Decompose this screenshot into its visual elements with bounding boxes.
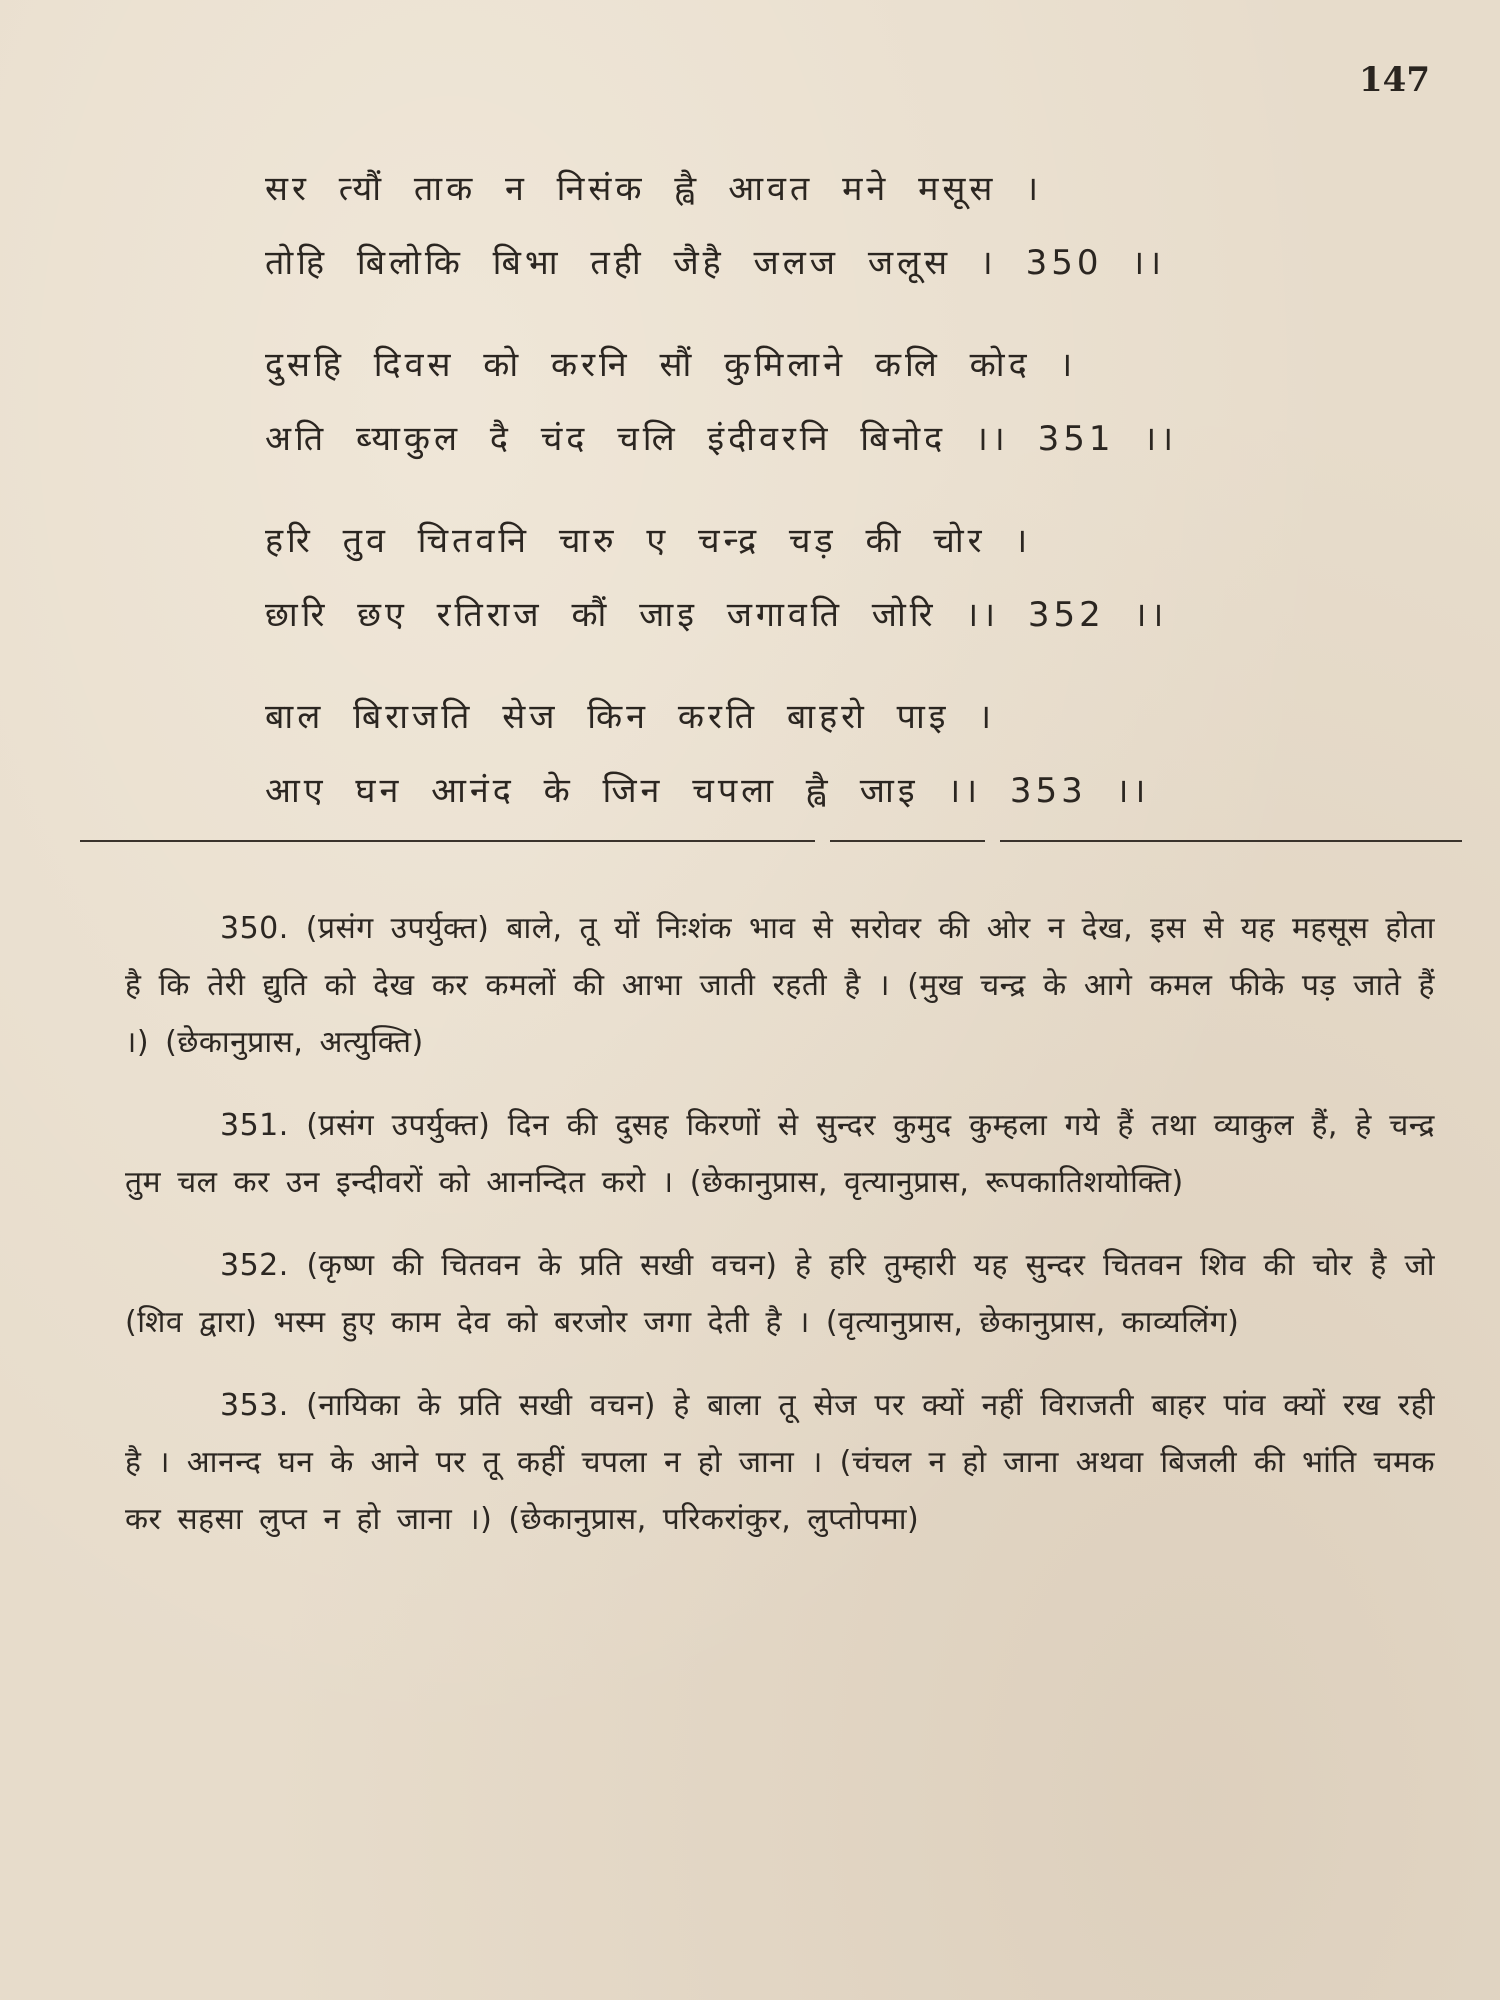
verse-line: अति ब्याकुल दै चंद चलि इंदीवरनि बिनोद ।। 351 ।। — [265, 419, 1178, 459]
verse-351 — [265, 328, 1345, 476]
commentary-section — [125, 900, 1435, 1574]
commentary-353: 353. (नायिका के प्रति सखी वचन) हे बाला तू सेज पर क्यों नहीं विराजती बाहर पांव क्यों रख रही है । आनन्द घन के आने पर तू कहीं चपला न हो जाना । (चंचल न हो जाना अथवा बिजली की भांति चमक कर सहसा लुप्त न हो जाना ।) (छेकानुप्रास, परिकरांकुर, लुप्तोपमा) — [125, 1388, 1435, 1537]
section-divider — [830, 840, 985, 842]
commentary-352: 352. (कृष्ण की चितवन के प्रति सखी वचन) हे हरि तुम्हारी यह सुन्दर चितवन शिव की चोर है जो (शिव द्वारा) भस्म हुए काम देव को बरजोर जगा देती है । (वृत्यानुप्रास, छेकानुप्रास, काव्यलिंग) — [125, 1248, 1435, 1340]
verse-section — [265, 152, 1345, 856]
verse-350 — [265, 152, 1345, 300]
commentary-350: 350. (प्रसंग उपर्युक्त) बाले, तू यों निःशंक भाव से सरोवर की ओर न देख, इस से यह महसूस होता है कि तेरी द्युति को देख कर कमलों की आभा जाती रहती है । (मुख चन्द्र के आगे कमल फीके पड़ जाते हैं ।) (छेकानुप्रास, अत्युक्ति) — [125, 911, 1435, 1060]
commentary-351: 351. (प्रसंग उपर्युक्त) दिन की दुसह किरणों से सुन्दर कुमुद कुम्हला गये हैं तथा व्याकुल हैं, हे चन्द्र तुम चल कर उन इन्दीवरों को आनन्दित करो । (छेकानुप्रास, वृत्यानुप्रास, रूपकातिशयोक्ति) — [125, 1108, 1435, 1200]
verse-line: छारि छए रतिराज कौं जाइ जगावति जोरि ।। 352 ।। — [265, 595, 1168, 635]
section-divider — [1000, 840, 1462, 842]
verse-line: तोहि बिलोकि बिभा तही जैहै जलज जलूस । 350 ।। — [265, 243, 1166, 283]
verse-353 — [265, 680, 1345, 828]
verse-line: आए घन आनंद के जिन चपला ह्वै जाइ ।। 353 ।। — [265, 771, 1150, 811]
section-divider — [80, 840, 815, 842]
verse-line: सर त्यौं ताक न निसंक ह्वै आवत मने मसूस । — [265, 169, 1043, 209]
page-number: 147 — [1359, 60, 1430, 100]
verse-line: हरि तुव चितवनि चारु ए चन्द्र चड़ की चोर । — [265, 521, 1032, 561]
verse-line: बाल बिराजति सेज किन करति बाहरो पाइ । — [265, 697, 996, 737]
verse-352 — [265, 504, 1345, 652]
verse-line: दुसहि दिवस को करनि सौं कुमिलाने कलि कोद । — [265, 345, 1077, 385]
